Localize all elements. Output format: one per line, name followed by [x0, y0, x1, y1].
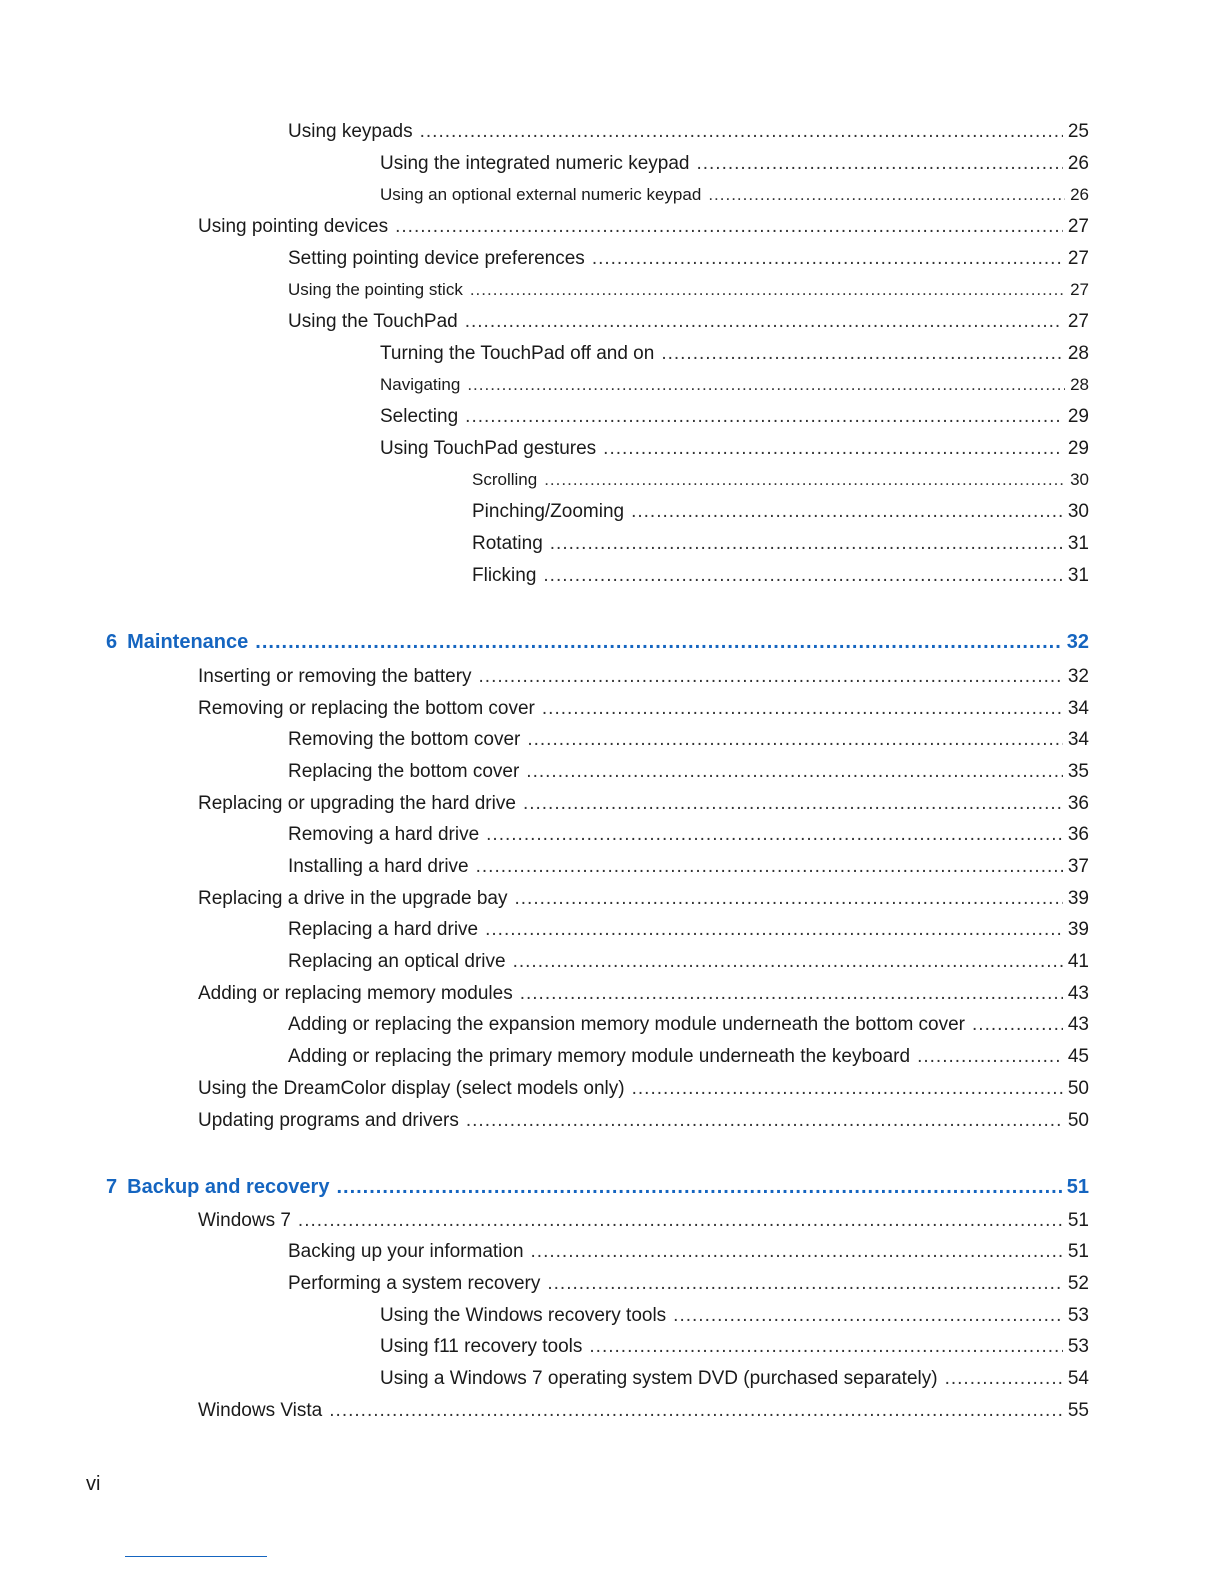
dot-leader — [298, 1207, 1063, 1235]
dot-leader — [547, 1270, 1063, 1298]
dot-leader — [479, 663, 1063, 691]
dot-leader — [514, 885, 1062, 913]
toc-entry-title: Setting pointing device preferences — [288, 248, 585, 269]
toc-entry[interactable] — [288, 1270, 1089, 1298]
toc-entry[interactable] — [472, 498, 1089, 526]
toc-entry-page: 26 — [1067, 153, 1089, 174]
toc-entry[interactable] — [198, 1075, 1089, 1103]
toc-entry-title: Rotating — [472, 533, 543, 554]
dot-leader — [513, 948, 1063, 976]
toc-entry-page: 53 — [1067, 1336, 1089, 1357]
toc-entry-page: 27 — [1070, 280, 1089, 299]
toc-entry-title: Using f11 recovery tools — [380, 1336, 583, 1357]
dot-leader — [520, 980, 1063, 1008]
dot-leader — [336, 1173, 1061, 1201]
toc-entry-title: Using pointing devices — [198, 216, 389, 237]
toc-entry-page: 43 — [1067, 1014, 1089, 1035]
dot-leader — [673, 1302, 1063, 1330]
toc-entry-title: Replacing a drive in the upgrade bay — [198, 888, 508, 909]
toc-entry-title: Adding or replacing memory modules — [198, 983, 513, 1004]
toc-entry-title: Removing the bottom cover — [288, 729, 521, 750]
dot-leader — [696, 150, 1062, 178]
dot-leader — [661, 340, 1063, 368]
dot-leader — [543, 562, 1062, 590]
dot-leader — [708, 181, 1065, 209]
toc-entry-title: Selecting — [380, 406, 459, 427]
toc-entry-page: 27 — [1067, 248, 1089, 269]
toc-entry[interactable] — [288, 948, 1089, 976]
toc-entry[interactable] — [198, 663, 1089, 691]
toc-entry-title: Flicking — [472, 565, 537, 586]
toc-entry-page: 41 — [1067, 951, 1089, 972]
toc-entry-title: Using a Windows 7 operating system DVD (purchased separately) — [380, 1368, 938, 1389]
toc-entry-title: Adding or replacing the expansion memory module underneath the bottom cover — [288, 1014, 966, 1035]
dot-leader — [631, 498, 1063, 526]
toc-entry-page: 50 — [1067, 1110, 1089, 1131]
toc-entry[interactable] — [472, 530, 1089, 558]
dot-leader — [603, 435, 1063, 463]
toc-entry[interactable] — [198, 213, 1089, 241]
dot-leader — [470, 276, 1065, 304]
toc-entry-page: 29 — [1067, 406, 1089, 427]
dot-leader — [485, 916, 1063, 944]
toc-entry-title: Inserting or removing the battery — [198, 666, 472, 687]
toc-entry-title: Backing up your information — [288, 1241, 524, 1262]
dot-leader — [527, 726, 1063, 754]
toc-entry[interactable] — [288, 1011, 1089, 1039]
toc-entry-page: 26 — [1070, 185, 1089, 204]
dot-leader — [523, 790, 1063, 818]
toc-entry-title: Using the pointing stick — [288, 280, 463, 299]
toc-entry-title: Removing or replacing the bottom cover — [198, 698, 535, 719]
toc-entry[interactable] — [472, 562, 1089, 590]
toc-entry[interactable] — [288, 726, 1089, 754]
toc-entry[interactable] — [288, 758, 1089, 786]
dot-leader — [632, 1075, 1063, 1103]
toc-entry[interactable] — [380, 1365, 1089, 1393]
toc-entry-page: 32 — [1066, 631, 1089, 653]
toc-entry[interactable] — [198, 1207, 1089, 1235]
toc-entry-page: 55 — [1067, 1400, 1089, 1421]
toc-entry-title: Navigating — [380, 375, 461, 394]
dot-leader — [466, 1107, 1063, 1135]
toc-entry[interactable] — [380, 371, 1089, 399]
toc-entry-page: 31 — [1067, 565, 1089, 586]
dot-leader — [329, 1397, 1063, 1425]
dot-leader — [531, 1238, 1063, 1266]
toc-entry-page: 36 — [1067, 793, 1089, 814]
toc-entry-title: Windows 7 — [198, 1210, 291, 1231]
dot-leader — [476, 853, 1063, 881]
toc-chapter-entry[interactable] — [106, 628, 1089, 656]
toc-entry[interactable] — [198, 980, 1089, 1008]
toc-entry-title: Using the TouchPad — [288, 311, 458, 332]
toc-entry-page: 52 — [1067, 1273, 1089, 1294]
toc-entry-title: Replacing or upgrading the hard drive — [198, 793, 516, 814]
toc-entry-title: Scrolling — [472, 470, 538, 489]
toc-entry[interactable] — [198, 885, 1089, 913]
toc-entry-page: 51 — [1067, 1241, 1089, 1262]
toc-entry-title: Using an optional external numeric keypad — [380, 185, 702, 204]
toc-entry[interactable] — [380, 340, 1089, 368]
dot-leader — [467, 371, 1065, 399]
dot-leader — [465, 308, 1063, 336]
toc-entry[interactable] — [380, 1302, 1089, 1330]
toc-entry-title: Pinching/Zooming — [472, 501, 625, 522]
toc-entry-page: 45 — [1067, 1046, 1089, 1067]
page-number: vi — [86, 1473, 101, 1495]
toc-entry-title: Turning the TouchPad off and on — [380, 343, 655, 364]
toc-entry[interactable] — [198, 790, 1089, 818]
toc-entry-page: 25 — [1067, 121, 1089, 142]
toc-entry-title: Maintenance — [127, 631, 249, 653]
toc-entry-page: 43 — [1067, 983, 1089, 1004]
toc-entry-page: 31 — [1067, 533, 1089, 554]
dot-leader — [917, 1043, 1063, 1071]
toc-chapter-entry[interactable] — [106, 1173, 1089, 1201]
toc-entry-page: 53 — [1067, 1305, 1089, 1326]
toc-entry-title: Using the integrated numeric keypad — [380, 153, 690, 174]
dot-leader — [544, 466, 1065, 494]
dot-leader — [526, 758, 1063, 786]
chapter-number: 6 — [106, 631, 118, 653]
toc-entry-page: 54 — [1067, 1368, 1089, 1389]
chapter-number: 7 — [106, 1176, 118, 1198]
dot-leader — [972, 1011, 1063, 1039]
toc-entry-title: Using the Windows recovery tools — [380, 1305, 667, 1326]
toc-entry-title: Backup and recovery — [127, 1176, 330, 1198]
toc-entry[interactable] — [380, 1333, 1089, 1361]
toc-entry[interactable] — [288, 1043, 1089, 1071]
footer-rule — [125, 1556, 267, 1557]
toc-entry[interactable] — [380, 435, 1089, 463]
toc-entry-page: 29 — [1067, 438, 1089, 459]
dot-leader — [255, 628, 1061, 656]
toc-entry-page: 51 — [1067, 1210, 1089, 1231]
dot-leader — [486, 821, 1063, 849]
toc-entry-title: Using TouchPad gestures — [380, 438, 597, 459]
toc-entry-page: 51 — [1066, 1176, 1089, 1198]
toc-entry[interactable] — [380, 150, 1089, 178]
toc-entry-page: 50 — [1067, 1078, 1089, 1099]
toc-entry-page: 27 — [1067, 311, 1089, 332]
toc-entry-page: 34 — [1067, 698, 1089, 719]
toc-entry-title: Using the DreamColor display (select models only) — [198, 1078, 625, 1099]
toc-entry[interactable] — [472, 466, 1089, 494]
toc-entry-page: 36 — [1067, 824, 1089, 845]
toc-entry-title: Adding or replacing the primary memory module underneath the keyboard — [288, 1046, 911, 1067]
toc-entry-page: 30 — [1070, 470, 1089, 489]
dot-leader — [589, 1333, 1062, 1361]
toc-entry-page: 35 — [1067, 761, 1089, 782]
dot-leader — [550, 530, 1063, 558]
toc-entry[interactable] — [288, 276, 1089, 304]
toc-entry[interactable] — [288, 245, 1089, 273]
dot-leader — [465, 403, 1063, 431]
toc-entry[interactable] — [380, 181, 1089, 209]
dot-leader — [592, 245, 1063, 273]
toc-entry-title: Removing a hard drive — [288, 824, 480, 845]
toc-entry-page: 27 — [1067, 216, 1089, 237]
toc-entry-title: Replacing a hard drive — [288, 919, 479, 940]
toc-entry[interactable] — [198, 1107, 1089, 1135]
toc-entry-page: 34 — [1067, 729, 1089, 750]
toc-entry[interactable] — [288, 916, 1089, 944]
toc-entry[interactable] — [288, 118, 1089, 146]
toc-entry[interactable] — [288, 1238, 1089, 1266]
dot-leader — [542, 695, 1063, 723]
toc-entry-page: 28 — [1070, 375, 1089, 394]
toc-entry[interactable] — [288, 853, 1089, 881]
toc-entry-page: 28 — [1067, 343, 1089, 364]
toc-entry-page: 37 — [1067, 856, 1089, 877]
toc-entry[interactable] — [380, 403, 1089, 431]
toc-entry-title: Performing a system recovery — [288, 1273, 541, 1294]
toc-entry-title: Using keypads — [288, 121, 413, 142]
toc-entry-title: Installing a hard drive — [288, 856, 469, 877]
dot-leader — [395, 213, 1063, 241]
toc-entry-title: Replacing an optical drive — [288, 951, 506, 972]
toc-entry-page: 32 — [1067, 666, 1089, 687]
toc-entry-page: 39 — [1067, 919, 1089, 940]
toc-entry-title: Replacing the bottom cover — [288, 761, 520, 782]
dot-leader — [420, 118, 1063, 146]
toc-entry-page: 30 — [1067, 501, 1089, 522]
toc-entry[interactable] — [198, 1397, 1089, 1425]
dot-leader — [945, 1365, 1063, 1393]
toc-entry[interactable] — [198, 695, 1089, 723]
toc-entry-title: Updating programs and drivers — [198, 1110, 459, 1131]
toc-entry-page: 39 — [1067, 888, 1089, 909]
toc-entry[interactable] — [288, 821, 1089, 849]
toc-entry-title: Windows Vista — [198, 1400, 323, 1421]
toc-entry[interactable] — [288, 308, 1089, 336]
